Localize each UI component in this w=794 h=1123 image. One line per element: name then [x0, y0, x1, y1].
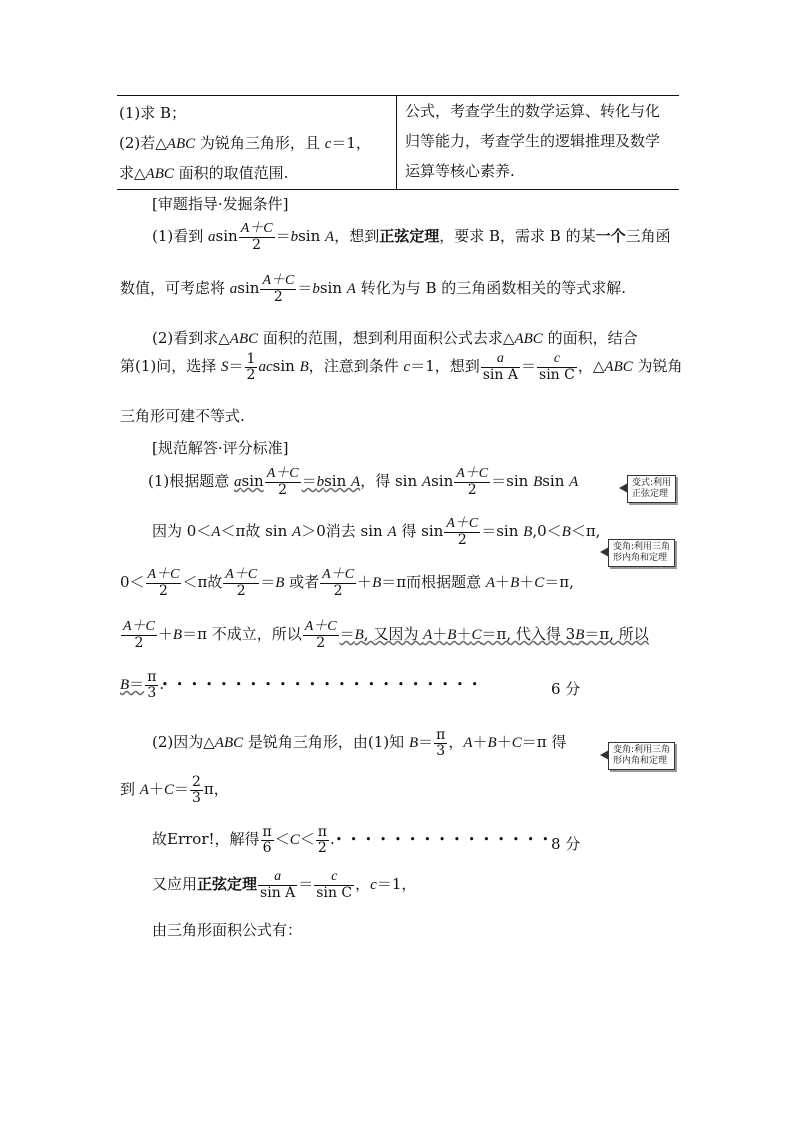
text: ，△: [577, 357, 605, 376]
numerator: a: [258, 870, 297, 886]
text: A: [139, 782, 149, 799]
score-leader-dots: ••••••••••••••••••••••: [162, 680, 487, 690]
text: c: [403, 359, 411, 376]
text: A: [351, 474, 361, 491]
numerator: A＋C: [304, 619, 337, 634]
numerator: π: [436, 727, 446, 743]
fraction: [121, 620, 157, 650]
score-8: 8 分: [551, 835, 581, 853]
text: B: [561, 524, 571, 541]
numerator: c: [314, 870, 354, 886]
text: ＋: [357, 573, 373, 592]
text: 是锐角三角形，由(1)知: [243, 733, 409, 752]
text: ＝π, 代入得 3: [481, 625, 576, 644]
fraction: [190, 775, 203, 805]
text: ＝π, 所以: [584, 625, 649, 644]
text: 面积的取值范围.: [173, 164, 289, 182]
text: B: [575, 627, 585, 644]
text: 故Error!，解得: [152, 830, 260, 849]
text: ＝: [418, 733, 434, 752]
text: 转化为与 B 的三角函数相关的等式求解.: [355, 279, 627, 298]
text: 正弦定理: [379, 227, 440, 246]
note-line: 变角:利用三角: [613, 542, 671, 552]
guide-para-2: [152, 327, 638, 348]
text: ＝sin: [491, 472, 534, 491]
text: 面积的范围，想到利用面积公式去求△: [258, 329, 515, 347]
numerator: π: [147, 669, 157, 685]
denominator: sin C: [316, 884, 353, 901]
text: c: [370, 877, 377, 894]
analysis-line-3: 运算等核心素养.: [405, 162, 515, 180]
text: 三角函: [625, 227, 671, 246]
fraction: [239, 222, 275, 252]
fraction: [537, 352, 577, 382]
analysis-line-2: 归等能力，考查学生的逻辑推理及数学: [405, 132, 661, 150]
text: A: [569, 474, 579, 491]
text: ，: [355, 875, 371, 894]
text: ，注意到条件: [308, 357, 404, 376]
text: sin: [319, 279, 347, 298]
text: ,0＜: [532, 522, 562, 541]
text: sin: [272, 357, 300, 376]
text: ＋: [157, 625, 173, 644]
fraction: [314, 870, 354, 900]
problem-table: [117, 95, 679, 190]
text: B: [408, 735, 419, 752]
text: ＋: [472, 733, 488, 752]
text: c: [324, 136, 332, 152]
text: ＝π而根据题意: [381, 573, 486, 592]
text: ＝: [297, 279, 313, 298]
text: b: [312, 281, 320, 298]
text: (1)看到: [152, 227, 209, 246]
text: ＝: [339, 625, 355, 644]
text: sin: [298, 227, 326, 246]
solution-line-7: [120, 775, 229, 805]
fraction: [261, 825, 274, 855]
numerator: A＋C: [147, 567, 180, 582]
text: ＜π,: [570, 522, 601, 541]
denominator: sin A: [482, 366, 518, 383]
solution-line-10: 由三角形面积公式有：: [152, 921, 303, 939]
solution-line-3: [120, 568, 574, 598]
text: 到: [120, 780, 140, 799]
text: B: [523, 524, 533, 541]
text: sin: [324, 472, 352, 491]
text: ＝: [173, 780, 189, 799]
text: a: [229, 281, 238, 298]
fraction: [434, 728, 447, 758]
numerator: A＋C: [446, 516, 479, 531]
text: 求△: [119, 164, 146, 182]
denominator: 2: [467, 481, 477, 498]
margin-note-angle-sum-2: [608, 742, 675, 770]
denominator: 6: [262, 839, 272, 856]
numerator: A＋C: [225, 567, 258, 582]
score-leader-dots: •••••••••••••••: [336, 835, 558, 845]
text: 0＜: [120, 573, 145, 592]
text: B: [447, 627, 457, 644]
text: ＜π故: [182, 573, 223, 592]
text: , 又因为: [363, 625, 424, 644]
text: ＜: [274, 830, 290, 849]
text: A: [325, 229, 335, 246]
text: (1)根据题意: [148, 472, 235, 491]
guide-para-2-end: 三角形可建不等式.: [120, 407, 245, 425]
fraction: [223, 568, 259, 598]
solution-line-1: [148, 467, 578, 497]
text: 数值，可考虑将: [120, 279, 230, 298]
text: ＝: [228, 357, 244, 376]
text: (2)因为△: [152, 733, 215, 752]
text: C: [471, 627, 482, 644]
text: ＋: [456, 625, 472, 644]
numerator: A＋C: [262, 273, 295, 288]
text: C: [511, 735, 522, 752]
numerator: π: [262, 824, 272, 840]
text: 因为 0＜: [152, 522, 212, 541]
guide-para-1-cont: [120, 274, 626, 304]
text: ＜: [299, 830, 315, 849]
denominator: sin A: [260, 884, 296, 901]
text: B: [372, 575, 382, 592]
solution-line-8: [152, 825, 335, 855]
text: ac: [258, 359, 273, 376]
text: 第(1)问，选择: [120, 357, 222, 376]
denominator: 2: [333, 582, 343, 599]
text: b: [290, 229, 299, 246]
fraction: [303, 620, 339, 650]
text: ＋: [432, 625, 448, 644]
score-6: 6 分: [551, 680, 581, 698]
note-line: 变角:利用三角: [613, 745, 671, 755]
section-heading-solution: [规范解答·评分标准]: [152, 439, 289, 457]
denominator: 2: [246, 366, 256, 383]
text: a: [208, 229, 216, 246]
table-divider: [396, 96, 397, 189]
text: A: [387, 524, 397, 541]
text: B: [487, 735, 497, 752]
text: 为锐角: [632, 357, 683, 376]
text: .: [329, 830, 335, 849]
fraction: [245, 352, 258, 382]
text: ＝sin: [481, 522, 524, 541]
text: sin: [215, 227, 238, 246]
text: (1)求 B；: [119, 104, 187, 122]
text: ＝: [129, 675, 145, 694]
margin-note-angle-sum-1: [608, 539, 675, 567]
text: sin: [431, 472, 454, 491]
text: ABC: [229, 331, 259, 347]
text: 为锐角三角形，且: [195, 134, 325, 152]
underlined-expr: [234, 466, 361, 498]
text: ＝1，想到: [410, 357, 480, 376]
numerator: c: [537, 352, 577, 368]
text: ＞0消去 sin: [301, 522, 388, 541]
solution-line-2: [152, 517, 600, 547]
question-part-2-cont: [119, 162, 288, 183]
denominator: 2: [457, 531, 467, 548]
text: ＋: [496, 733, 512, 752]
text: (2)若△: [119, 134, 167, 152]
numerator: A＋C: [456, 466, 489, 481]
denominator: 2: [134, 634, 144, 651]
text: C: [163, 782, 174, 799]
fraction: [320, 568, 356, 598]
note-line: 形内角和定理: [613, 553, 668, 563]
text: ABC: [145, 166, 174, 182]
text: ＝π 得: [521, 733, 567, 752]
text: B: [510, 575, 520, 592]
fraction: [454, 467, 490, 497]
underlined-expr: [120, 669, 159, 701]
text: A: [292, 524, 302, 541]
numerator: A＋C: [123, 619, 155, 634]
text: ABC: [166, 136, 196, 152]
margin-note-sine-rule: [627, 475, 676, 503]
solution-line-6: [152, 728, 566, 758]
numerator: 1: [246, 351, 256, 367]
numerator: A＋C: [240, 221, 273, 236]
denominator: 3: [192, 789, 201, 806]
text: B: [275, 575, 285, 592]
text: (2)看到求△: [152, 329, 230, 347]
text: A: [421, 474, 432, 491]
denominator: sin C: [539, 366, 575, 383]
text: ＝1，: [376, 875, 417, 894]
text: ＋: [495, 573, 511, 592]
text: ，要求 B，需求 B 的某: [439, 227, 596, 246]
text: ABC: [514, 331, 543, 347]
text: B: [172, 627, 183, 644]
text: C: [289, 832, 300, 849]
text: ，想到: [334, 227, 380, 246]
question-part-1: [119, 102, 186, 123]
text: π，: [203, 780, 229, 799]
text: 又应用: [152, 875, 198, 894]
text: ，: [448, 733, 464, 752]
denominator: 3: [436, 742, 446, 759]
text: sin: [542, 472, 570, 491]
text: ＝1，: [331, 134, 371, 152]
text: A: [463, 735, 473, 752]
numerator: a: [481, 352, 520, 368]
text: ＝: [275, 227, 291, 246]
note-line: 正弦定理: [632, 489, 669, 499]
note-line: 变式:利用: [632, 478, 672, 488]
denominator: 2: [273, 288, 283, 305]
text: A: [423, 627, 433, 644]
analysis-line-1: 公式，考查学生的数学运算、转化与化: [405, 102, 661, 120]
solution-line-5: [120, 670, 164, 700]
denominator: 2: [278, 481, 288, 498]
denominator: 2: [252, 236, 262, 253]
text: b: [316, 474, 325, 491]
text: sin: [237, 279, 260, 298]
text: A: [485, 575, 496, 592]
text: ＝: [301, 472, 317, 491]
fraction: [260, 274, 296, 304]
solution-line-9: [152, 870, 416, 900]
text: 得 sin: [396, 522, 444, 541]
text: ＋: [148, 780, 164, 799]
numerator: A＋C: [266, 466, 299, 481]
denominator: 2: [236, 582, 246, 599]
denominator: 2: [159, 582, 168, 599]
text: ＝: [298, 875, 314, 894]
fraction: [265, 467, 301, 497]
text: ABC: [214, 735, 244, 752]
text: 正弦定理: [197, 875, 258, 894]
text: ＝π 不成立，所以: [182, 625, 302, 644]
denominator: 2: [316, 634, 326, 651]
fraction: [145, 670, 158, 700]
guide-para-2-cont: [120, 352, 683, 382]
text: B: [533, 474, 543, 491]
fraction: [481, 352, 520, 382]
text: ＝π,: [544, 573, 574, 592]
text: ，得 sin: [360, 472, 422, 491]
solution-line-4: [120, 620, 649, 650]
text: ＋: [519, 573, 535, 592]
text: sin: [241, 472, 264, 491]
text: ABC: [604, 359, 633, 376]
fraction: [146, 568, 182, 598]
text: A: [346, 281, 356, 298]
text: .: [159, 675, 165, 694]
fraction: [316, 825, 329, 855]
numerator: π: [317, 824, 327, 840]
text: a: [234, 474, 242, 491]
fraction: [444, 517, 480, 547]
text: ＝: [260, 573, 276, 592]
text: B: [299, 359, 309, 376]
numerator: A＋C: [322, 567, 355, 582]
text: ＝: [521, 357, 537, 376]
question-part-2: [119, 132, 371, 153]
numerator: 2: [192, 774, 201, 790]
fraction: [258, 870, 297, 900]
text: 或者: [284, 573, 320, 592]
text: 的面积，结合: [542, 329, 638, 347]
guide-para-1: [152, 222, 671, 252]
text: B: [354, 627, 364, 644]
text: C: [534, 575, 545, 592]
denominator: 2: [317, 839, 327, 856]
text: 一个: [595, 227, 626, 246]
text: S: [221, 359, 229, 376]
denominator: 3: [147, 684, 157, 701]
text: ＜π故 sin: [220, 522, 293, 541]
underlined-expr: [302, 619, 649, 651]
note-line: 形内角和定理: [613, 756, 668, 766]
text: A: [211, 524, 221, 541]
section-heading-guide: [审题指导·发掘条件]: [152, 195, 289, 213]
text: B: [120, 677, 130, 694]
